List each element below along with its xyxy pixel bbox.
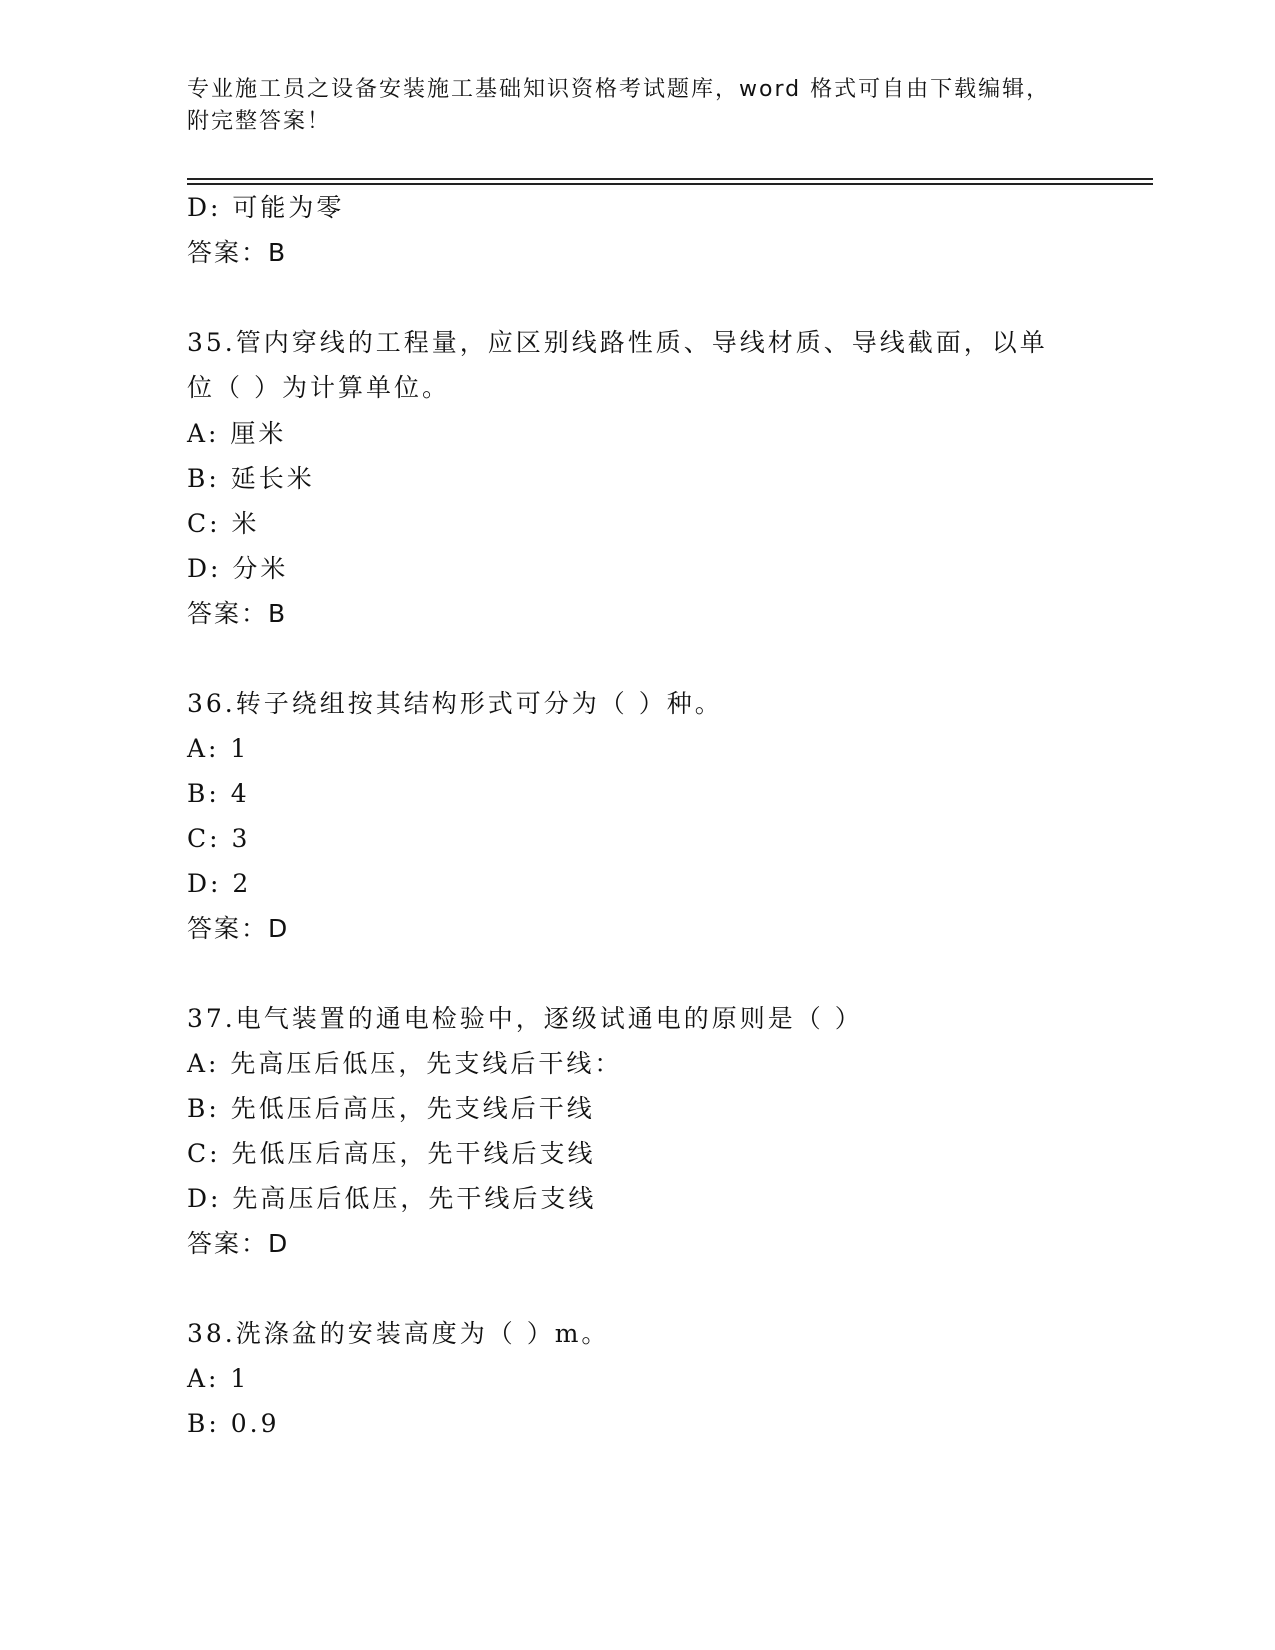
- q38-stem: 38.洗涤盆的安装高度为（ ）m。: [187, 1319, 610, 1348]
- header-line-2: 附完整答案！: [187, 109, 332, 134]
- q36-option-b: B: 4: [187, 779, 250, 808]
- q37-option-a: A: 先高压后低压，先支线后干线：: [187, 1049, 623, 1078]
- q38-option-a: A: 1: [187, 1364, 250, 1393]
- header-line-1: 专业施工员之设备安装施工基础知识资格考试题库，word 格式可自由下载编辑，: [187, 77, 1051, 102]
- prev-option-d: D: 可能为零: [187, 193, 345, 222]
- q36-answer: 答案：D: [187, 914, 290, 943]
- q37-option-c: C: 先低压后高压，先干线后支线: [187, 1139, 596, 1168]
- q35-stem-line-1: 35.管内穿线的工程量，应区别线路性质、导线材质、导线截面，以单: [187, 328, 1048, 357]
- q37-option-d: D: 先高压后低压，先干线后支线: [187, 1184, 597, 1213]
- q35-option-d: D: 分米: [187, 554, 289, 583]
- q36-stem: 36.转子绕组按其结构形式可分为（ ）种。: [187, 689, 723, 718]
- q37-stem: 37.电气装置的通电检验中，逐级试通电的原则是（ ）: [187, 1004, 863, 1033]
- document-header: [187, 74, 1087, 138]
- q35-option-c: C: 米: [187, 509, 260, 538]
- q36-option-c: C: 3: [187, 824, 251, 853]
- q36-option-d: D: 2: [187, 869, 252, 898]
- q35-option-b: B: 延长米: [187, 464, 315, 493]
- q37-answer: 答案：D: [187, 1229, 290, 1258]
- header-divider-top: [187, 178, 1153, 180]
- q35-stem-line-2: 位（ ）为计算单位。: [187, 373, 450, 402]
- q37-option-b: B: 先低压后高压，先支线后干线: [187, 1094, 595, 1123]
- prev-answer: 答案：B: [187, 238, 288, 267]
- q35-answer: 答案：B: [187, 599, 288, 628]
- q36-option-a: A: 1: [187, 734, 250, 763]
- q38-option-b: B: 0.9: [187, 1409, 280, 1438]
- header-divider-bottom: [187, 183, 1153, 185]
- q35-option-a: A: 厘米: [187, 419, 287, 448]
